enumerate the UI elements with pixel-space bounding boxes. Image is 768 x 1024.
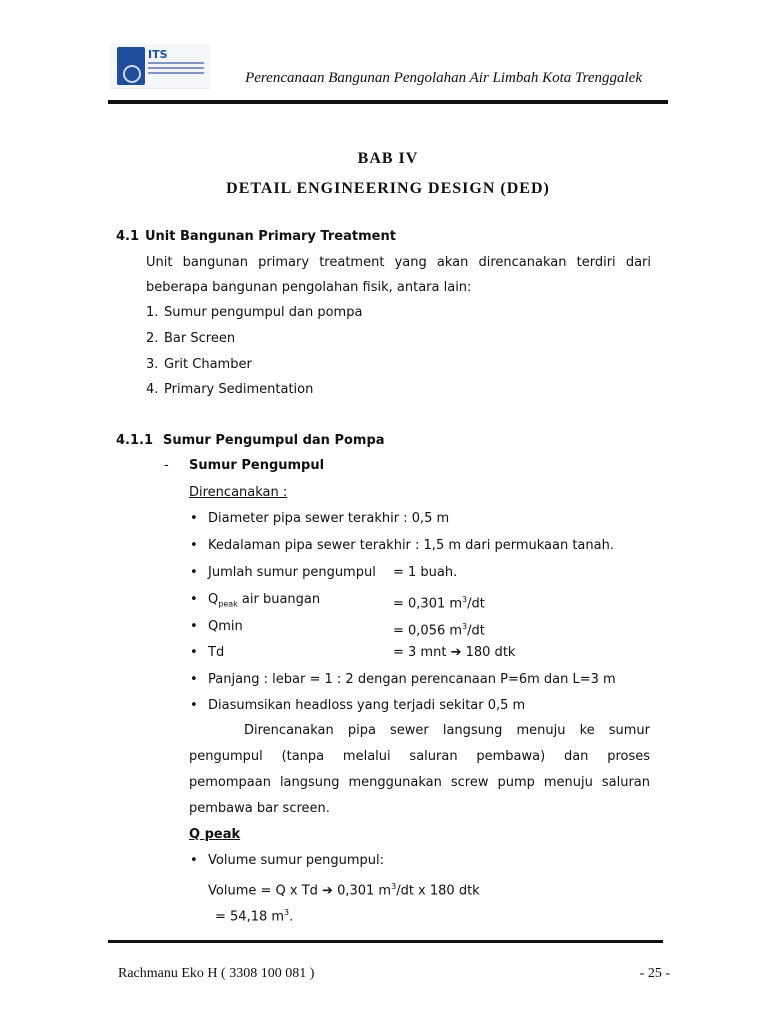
- chapter-title: DETAIL ENGINEERING DESIGN (DED): [226, 180, 550, 197]
- list-item-number: 2.: [146, 331, 159, 346]
- formula-superscript: 3: [391, 882, 397, 891]
- its-emblem-icon: [117, 47, 145, 85]
- list-item-number: 1.: [146, 305, 159, 320]
- value-superscript: 3: [462, 595, 468, 604]
- value-text: = 3 mnt: [393, 645, 447, 660]
- bullet-value: = 1 buah.: [393, 565, 458, 580]
- value-text: = 0,301 m: [393, 596, 463, 612]
- bullet-label: [208, 592, 320, 613]
- value-unit: /dt: [467, 623, 485, 639]
- bullet-label: Jumlah sumur pengumpul: [208, 565, 376, 580]
- formula-part: /dt x 180 dtk: [396, 883, 480, 899]
- planned-label: Direncanakan :: [189, 485, 288, 500]
- paragraph-line4: pembawa bar screen.: [189, 801, 330, 816]
- bullet-text: Diasumsikan headloss yang terjadi sekitar 0,5 m: [208, 698, 526, 713]
- header-title: Perencanaan Bangunan Pengolahan Air Limbah Kota Trenggalek: [245, 70, 642, 86]
- section-4-1-intro-line1: Unit bangunan primary treatment yang akan direncanakan terdiri dari: [146, 255, 651, 270]
- volume-formula: [208, 879, 480, 899]
- bullet-value: [393, 645, 515, 661]
- list-item: Sumur pengumpul dan pompa: [164, 305, 363, 320]
- bullet-value: [393, 592, 485, 612]
- section-4-1-1-title: Sumur Pengumpul dan Pompa: [163, 433, 385, 448]
- bullet-icon: •: [190, 511, 198, 526]
- bullet-text: Panjang : lebar = 1 : 2 dengan perencanaan P=6m dan L=3 m: [208, 672, 616, 687]
- result-text: = 54,18 m: [215, 909, 285, 925]
- arrow-right-icon: ➔: [450, 645, 462, 660]
- bullet-label: Td: [208, 645, 225, 660]
- page-number: - 25 -: [639, 966, 670, 981]
- paragraph-line3: pemompaan langsung menggunakan screw pump menuju saluran: [189, 775, 650, 790]
- paragraph-line2: pengumpul (tanpa melalui saluran pembawa) dan proses: [189, 749, 650, 764]
- value-superscript: 3: [462, 622, 468, 631]
- footer-rule: [108, 940, 663, 943]
- bullet-icon: •: [190, 592, 198, 607]
- bullet-text: Kedalaman pipa sewer terakhir : 1,5 m dari permukaan tanah.: [208, 538, 614, 553]
- value-result: 180 dtk: [461, 645, 516, 660]
- q-label-rest: air buangan: [237, 592, 321, 607]
- section-4-1-title: Unit Bangunan Primary Treatment: [145, 229, 396, 244]
- bullet-text: Diameter pipa sewer terakhir : 0,5 m: [208, 511, 450, 526]
- bullet-icon: •: [190, 538, 198, 553]
- header-rule: [108, 100, 668, 104]
- section-4-1-1-number: 4.1.1: [116, 433, 154, 448]
- chapter-label: BAB IV: [357, 150, 419, 167]
- formula-part: Volume = Q x Td: [208, 883, 323, 899]
- section-4-1-number: 4.1: [116, 229, 140, 244]
- value-text: = 0,056 m: [393, 623, 463, 639]
- footer-author: Rachmanu Eko H ( 3308 100 081 ): [118, 966, 315, 981]
- logo-text: ITS: [148, 48, 168, 61]
- result-superscript: 3: [284, 908, 290, 917]
- bullet-label: Qmin: [208, 619, 243, 634]
- arrow-right-icon: ➔: [322, 883, 333, 899]
- q-symbol: Q: [208, 592, 219, 607]
- list-item: Bar Screen: [164, 331, 236, 346]
- paragraph-line1: Direncanakan pipa sewer langsung menuju ke sumur: [244, 723, 650, 738]
- volume-bullet: Volume sumur pengumpul:: [208, 853, 385, 868]
- list-item-number: 4.: [146, 382, 159, 397]
- q-subscript: peak: [218, 599, 238, 609]
- bullet-icon: •: [190, 698, 198, 713]
- bullet-icon: •: [190, 853, 198, 868]
- bullet-icon: •: [190, 645, 198, 660]
- bullet-value: [393, 619, 485, 639]
- list-item: Grit Chamber: [164, 357, 252, 372]
- list-item-number: 3.: [146, 357, 159, 372]
- list-item: Primary Sedimentation: [164, 382, 314, 397]
- bullet-icon: •: [190, 672, 198, 687]
- formula-part: 0,301 m: [332, 883, 392, 899]
- subsection-title: Sumur Pengumpul: [189, 458, 325, 473]
- bullet-icon: •: [190, 619, 198, 634]
- bullet-icon: •: [190, 565, 198, 580]
- qpeak-heading: Q peak: [189, 827, 241, 842]
- subsection-dash: -: [164, 458, 169, 473]
- section-4-1-intro-line2: beberapa bangunan pengolahan fisik, antara lain:: [146, 280, 472, 295]
- value-unit: /dt: [467, 596, 485, 612]
- volume-result: [215, 905, 293, 925]
- result-end: .: [289, 909, 294, 925]
